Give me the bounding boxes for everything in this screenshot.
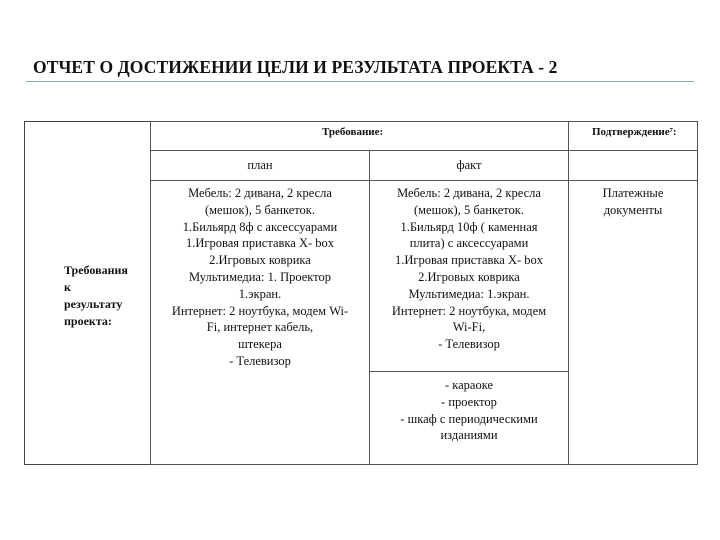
page-title: ОТЧЕТ О ДОСТИЖЕНИИ ЦЕЛИ И РЕЗУЛЬТАТА ПРОЕКТА - 2 [33,57,558,77]
header-requirement: Требование: [322,126,384,138]
fact-extra-text: - караоке - проектор - шкаф с периодическими изданиями [400,378,538,443]
title-divider [26,81,694,82]
subheader-fact: факт [456,158,482,172]
confirmation-cell [568,180,698,465]
fact-text: Мебель: 2 дивана, 2 кресла (мешок), 5 банкеток. 1.Бильярд 10ф ( каменная плита) с аксессуарами 1.Игровая приставка X- box 2.Игровых коврика Мультимедиа: 1.экран. Интернет: 2 ноутбука, модем Wi-Fi, - Телевизор [391,186,547,352]
subheader-plan: план [247,158,273,172]
row-label: Требования к результату проекта: [64,263,128,328]
confirmation-text: Платежные документы [602,186,664,217]
plan-text: Мебель: 2 дивана, 2 кресла (мешок), 5 банкеток. 1.Бильярд 8ф с аксессуарами 1.Игровая приставка X- box 2.Игровых коврика Мультимедиа: 1. Проектор 1.экран. Интернет: 2 ноутбука, модем Wi- Fi, интернет кабель, штекера - Телевизор [171,186,349,368]
header-confirmation: Подтверждение⁷: [592,126,677,138]
